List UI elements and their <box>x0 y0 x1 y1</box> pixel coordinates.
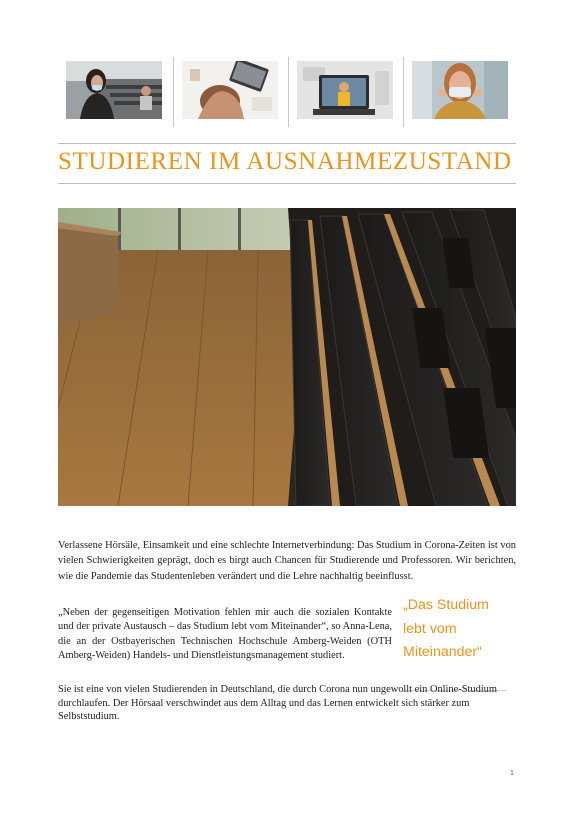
title-rule-top <box>58 143 516 144</box>
intro-paragraph: Verlassene Hörsäle, Einsamkeit und eine schlechte Internetverbindung: Das Studium in Corona-Zeiten ist von vielen Schwierigkeiten geprägt, doch es birgt auch Chancen für Studierende und Professoren. Wir berichten, wie die Pandemie das Studentenleben verändert und die Lehre nachhaltig beeinflusst. <box>58 540 516 582</box>
body-paragraph: Sie ist eine von vielen Studierenden in Deutschland, die durch Corona nun ungewollt ein Online-Studium durchlaufen. Der Hörsaal verschwindet aus dem Alltag und das Lernen entwickelt sich stärker zum Selbststudium. <box>58 684 497 722</box>
body-paragraph-quote: „Neben der gegenseitigen Motivation fehlen mir auch die sozialen Kontakte und der private Austausch – das Studium lebt vom Miteinander“, so Anna-Lena, die an der Ostbayerischen Technischen Hochschule Amberg-Weiden (OTH Amberg-Weiden) Handels- und Dienstleistungsmanagement studiert. <box>58 607 392 661</box>
photo-divider <box>288 57 289 127</box>
title-rule-bottom <box>58 183 516 184</box>
photo-divider <box>173 57 174 127</box>
frustrated-student-laptop-photo <box>182 61 278 119</box>
photo-divider <box>403 57 404 127</box>
pull-quote: „Das Studium lebt vom Miteinander“ <box>403 597 489 660</box>
header-photo-strip <box>58 57 516 127</box>
page-number: 1 <box>510 770 514 777</box>
empty-lecture-hall-photo <box>58 208 516 506</box>
page-title: STUDIEREN IM AUSNAHMEZUSTAND <box>58 148 512 175</box>
video-call-laptop-photo <box>297 61 393 119</box>
woman-putting-on-mask-photo <box>412 61 508 119</box>
lecture-hall-student-mask-photo <box>66 61 162 119</box>
